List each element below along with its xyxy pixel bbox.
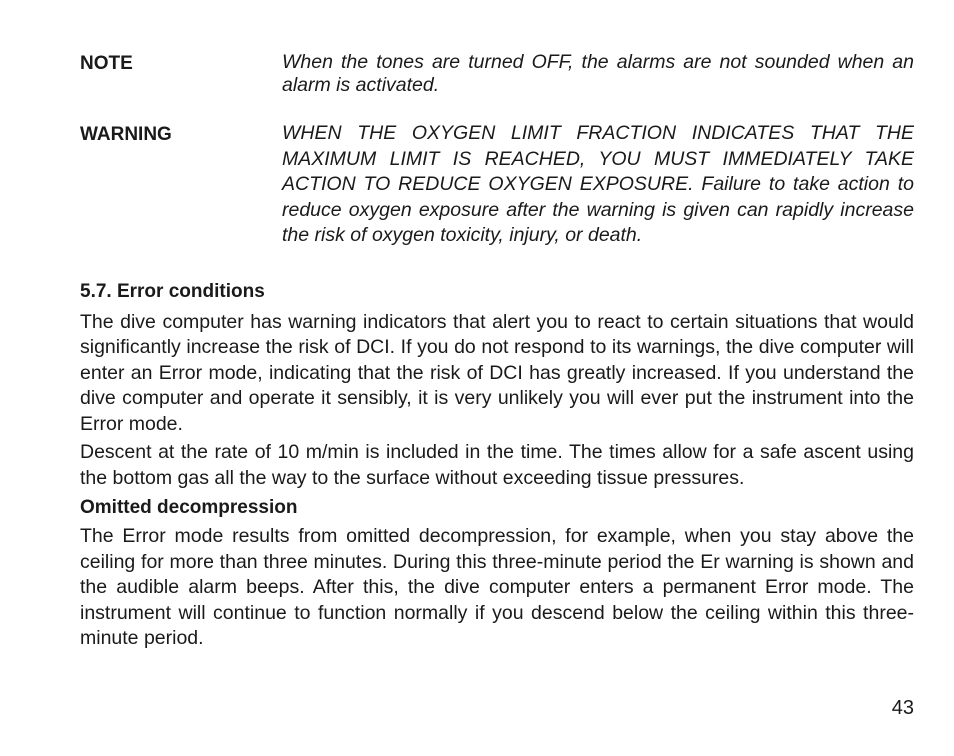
page-number: 43 [891, 697, 914, 719]
section-title: 5.7. Error conditions [80, 280, 265, 302]
section-paragraph-1: The dive computer has warning indicators that alert you to react to certain situations that would significantly increase the risk of DCI. If you do not respond to its warnings, the dive computer will enter an Error mode, indicating that the risk of DCI has greatly increased. If you understand the dive computer and operate it sensibly, it is very unlikely you will ever put the instrument into the Error mode. [80, 310, 914, 435]
note-callout [80, 50, 914, 97]
note-label: NOTE [80, 53, 133, 74]
section-paragraph-2: Descent at the rate of 10 m/min is included in the time. The times allow for a safe ascent using the bottom gas all the way to the surface without exceeding tissue pressures. [80, 441, 914, 489]
warning-callout [80, 121, 914, 249]
warning-label: WARNING [80, 124, 172, 145]
page-content [80, 50, 914, 655]
note-text: When the tones are turned OFF, the alarms are not sounded when an alarm is activated. [282, 51, 914, 96]
warning-text: WHEN THE OXYGEN LIMIT FRACTION INDICATES THAT THE MAXIMUM LIMIT IS REACHED, YOU MUST IMMEDIATELY TAKE ACTION TO REDUCE OXYGEN EXPOSURE. Failure to take action to reduce oxygen exposure after the warning is given can rapidly increase the risk of oxygen toxicity, injury, or death. [282, 122, 914, 246]
omitted-decompression-heading: Omitted decompression [80, 497, 298, 518]
omitted-decompression-paragraph: The Error mode results from omitted decompression, for example, when you stay above the ceiling for more than three minutes. During this three-minute period the Er warning is shown and the audible alarm beeps. After this, the dive computer enters a permanent Error mode. The instrument will continue to function normally if you descend below the ceiling within this three-minute period. [80, 525, 914, 649]
